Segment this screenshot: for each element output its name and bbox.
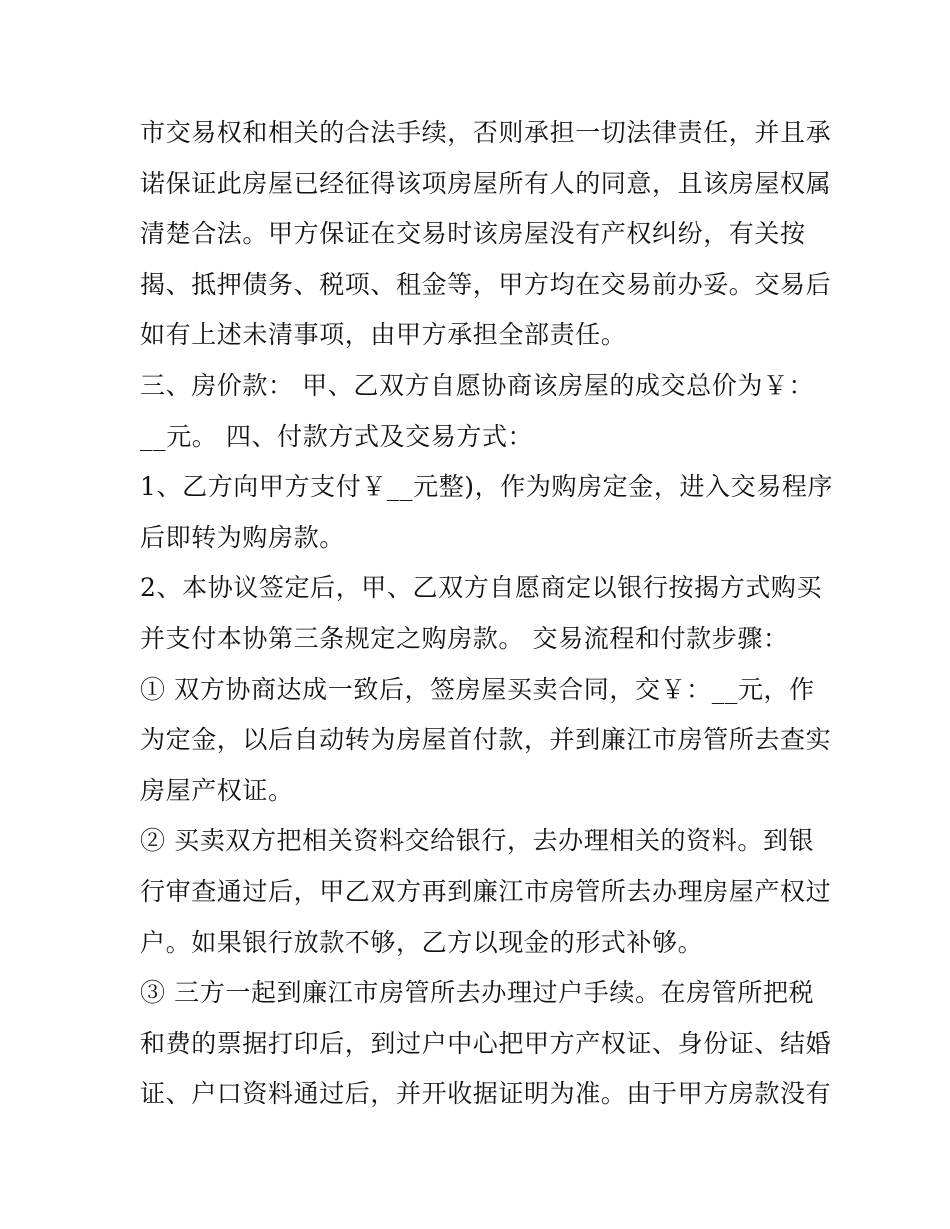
text-line: 2、本协议签定后，甲、乙双方自愿商定以银行按揭方式购买 bbox=[140, 573, 823, 603]
text-line: 1、乙方向甲方支付￥__元整)，作为购房定金，进入交易程序 bbox=[140, 472, 834, 502]
text-line: 和费的票据打印后，到过户中心把甲方产权证、身份证、结婚 bbox=[140, 1028, 832, 1058]
text-line: 为定金，以后自动转为房屋首付款，并到廉江市房管所去查实 bbox=[140, 725, 832, 755]
text-line: ② 买卖双方把相关资料交给银行，去办理相关的资料。到银 bbox=[140, 826, 815, 856]
text-line: 房屋产权证。 bbox=[140, 775, 294, 805]
text-line: 诺保证此房屋已经征得该项房屋所有人的同意，且该房屋权属 bbox=[140, 168, 832, 198]
text-line: ① 双方协商达成一致后，签房屋买卖合同，交￥：__元，作 bbox=[140, 674, 815, 704]
text-line: 行审查通过后，甲乙双方再到廉江市房管所去办理房屋产权过 bbox=[140, 876, 832, 906]
contract-body-text bbox=[140, 108, 834, 1120]
text-line: ③ 三方一起到廉江市房管所去办理过户手续。在房管所把税 bbox=[140, 978, 815, 1008]
text-line: 揭、抵押债务、税项、租金等，甲方均在交易前办妥。交易后 bbox=[140, 269, 832, 299]
text-line: 如有上述未清事项，由甲方承担全部责任。 bbox=[140, 320, 627, 350]
text-line: 并支付本协第三条规定之购房款。 交易流程和付款步骤： bbox=[140, 623, 789, 653]
text-line: 户。如果银行放款不够，乙方以现金的形式补够。 bbox=[140, 927, 704, 957]
text-line: 市交易权和相关的合法手续，否则承担一切法律责任，并且承 bbox=[140, 118, 832, 147]
text-line: 后即转为购房款。 bbox=[140, 522, 345, 552]
text-line: __元。 四、付款方式及交易方式： bbox=[140, 421, 534, 451]
text-line: 证、户口资料通过后，并开收据证明为准。由于甲方房款没有 bbox=[140, 1079, 832, 1109]
text-line: 清楚合法。甲方保证在交易时该房屋没有产权纠纷，有关按 bbox=[140, 219, 806, 249]
text-line: 三、房价款： 甲、乙双方自愿协商该房屋的成交总价为￥： bbox=[140, 370, 815, 400]
